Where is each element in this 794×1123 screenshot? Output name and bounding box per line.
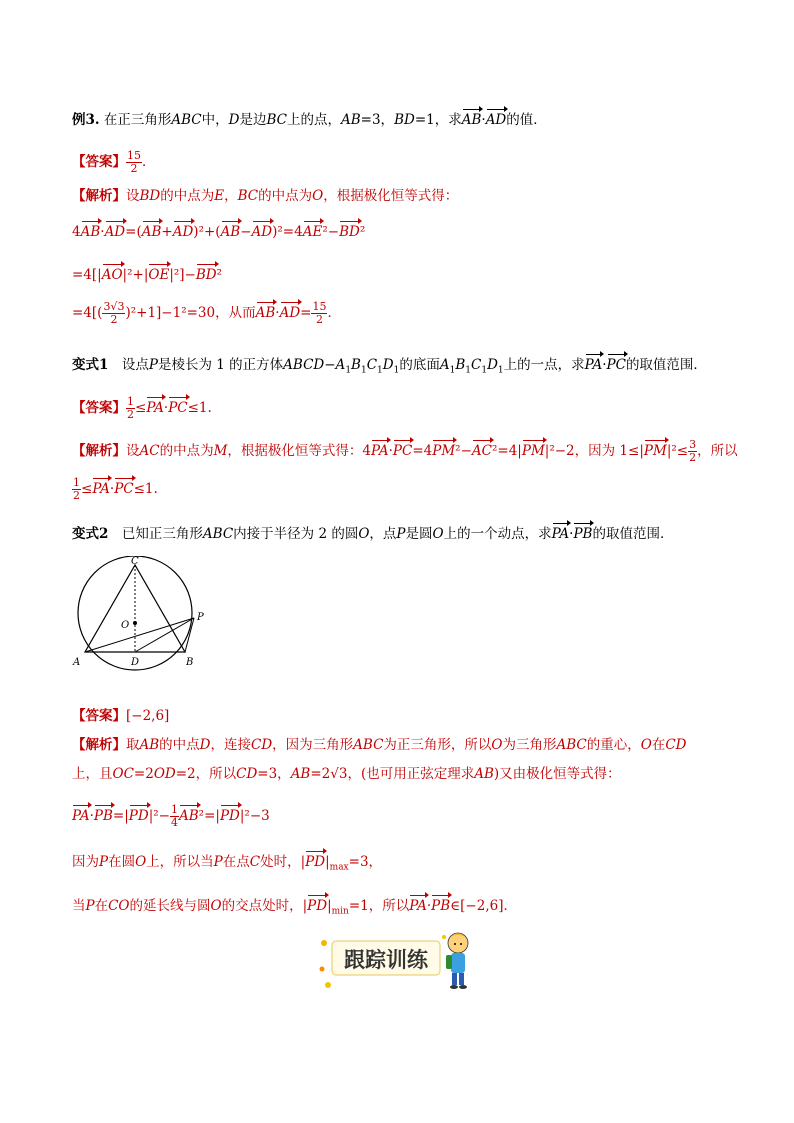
example-3-line-2	[72, 262, 222, 285]
text: 为正三角形，所以	[383, 737, 492, 753]
vector-pc: PC	[393, 438, 412, 458]
label-a: A	[73, 657, 81, 668]
var: D	[228, 112, 240, 128]
text: ²−	[322, 224, 340, 240]
fraction	[311, 301, 327, 326]
sub: 1	[360, 365, 367, 376]
vector-ac: AC	[472, 438, 492, 458]
text: 的取值范围．	[625, 357, 707, 373]
var: P	[85, 898, 95, 914]
var: O	[491, 737, 503, 753]
text: ≤1.	[187, 400, 212, 416]
sub: 1	[377, 365, 383, 376]
vector-pm: PM	[522, 438, 545, 458]
vector-pb: PB	[431, 893, 450, 913]
text: ²=|	[198, 808, 220, 824]
var: B	[351, 357, 361, 373]
example-3-line-3	[72, 300, 341, 326]
vector-ad: AD	[173, 219, 194, 239]
badge-title: 跟踪训练	[344, 948, 428, 972]
var: B	[455, 357, 466, 373]
label-b: B	[186, 657, 194, 668]
text: |²+|	[122, 267, 149, 283]
numerator: 1	[73, 476, 80, 489]
var: C	[366, 357, 378, 373]
var: OD	[153, 766, 176, 782]
text: 在正三角形	[99, 112, 172, 128]
text: 在	[651, 737, 666, 753]
example-label: 例3.	[72, 112, 100, 128]
var: CD	[251, 737, 273, 753]
text: ，根据极化恒等式得：	[323, 188, 459, 204]
var: C	[470, 357, 482, 373]
vector-pa: PA	[92, 476, 110, 496]
dot: ·	[481, 112, 486, 128]
denominator: 2	[73, 489, 80, 502]
label-d: D	[131, 657, 140, 668]
label-o: O	[121, 620, 130, 631]
numerator: 1	[127, 395, 134, 408]
fraction	[72, 477, 81, 502]
text: ，连接	[210, 737, 251, 753]
text: ≤	[135, 400, 147, 416]
vector-ab: AB	[221, 219, 241, 239]
sub: 1	[465, 365, 471, 376]
text: =2，所以	[175, 766, 237, 782]
text: ，根据极化恒等式得：4	[227, 443, 372, 459]
text: |²≤	[666, 443, 689, 459]
text: |²−2，因为 1≤|	[544, 443, 644, 459]
text: ．	[327, 305, 341, 321]
analysis-label: 【解析】	[72, 188, 126, 204]
denominator: 2	[689, 451, 697, 464]
text: 的取值范围．	[592, 526, 674, 542]
text: 内接于半径为 2 的圆	[233, 526, 359, 542]
text: =4	[412, 443, 433, 459]
vector-pd: PD	[129, 803, 149, 823]
dot: ·	[100, 224, 105, 240]
var: AC	[139, 443, 160, 459]
text: =	[300, 305, 312, 321]
text: ²−	[455, 443, 472, 459]
text: |²]−	[169, 267, 196, 283]
text: 当	[72, 898, 86, 914]
vector-pd: PD	[307, 893, 327, 913]
fraction	[102, 301, 125, 326]
sub: 1	[481, 365, 488, 376]
numerator: 1	[170, 803, 178, 816]
vector-pb: PB	[94, 803, 113, 823]
text: ，所以	[697, 443, 738, 459]
text: 上的点，	[286, 112, 341, 128]
fraction	[126, 150, 142, 175]
text: 处时，|	[260, 854, 306, 870]
var: AB	[139, 737, 160, 753]
vector-pa: PA	[552, 521, 570, 541]
var: OC	[112, 766, 134, 782]
var: CD	[236, 766, 258, 782]
variant-2-analysis-5	[72, 893, 517, 922]
label-c: C	[131, 556, 139, 567]
segment-pb	[185, 618, 194, 652]
circle-triangle-figure	[72, 556, 222, 676]
vector-ad: AD	[105, 219, 126, 239]
vector-ad: AD	[486, 107, 507, 127]
numerator: 15	[127, 149, 141, 162]
denominator: 2	[110, 313, 118, 326]
vector-pa: PA	[585, 352, 603, 372]
variant-2-analysis-4	[72, 849, 382, 878]
text: 在圆	[108, 854, 136, 870]
text: )²+(	[193, 224, 221, 240]
vector-ab: AB	[142, 219, 162, 239]
text: 的交点处时，|	[221, 898, 308, 914]
var: D	[199, 737, 211, 753]
variant-1-answer	[72, 395, 212, 421]
var: BD	[394, 112, 415, 128]
text: 的重心，	[586, 737, 641, 753]
text: ²	[359, 224, 366, 240]
text: ，	[224, 188, 238, 204]
text: 的中点为	[160, 188, 215, 204]
var: ABC	[171, 112, 202, 128]
var: ABC	[556, 737, 587, 753]
sub: max	[329, 862, 349, 873]
text: 设点	[108, 357, 149, 373]
text: =2	[133, 766, 154, 782]
vector-ad: AD	[280, 300, 301, 320]
denominator: 2	[315, 313, 323, 326]
text: 的中点	[159, 737, 200, 753]
var: BC	[237, 188, 259, 204]
dot: ·	[388, 443, 393, 459]
text: +	[161, 224, 173, 240]
var: O	[210, 898, 222, 914]
dot: ·	[109, 481, 115, 497]
vector-pa: PA	[72, 803, 90, 823]
sub: 1	[449, 365, 456, 376]
variant-1-analysis	[72, 438, 738, 464]
sub: 1	[497, 365, 504, 376]
text: =3，	[360, 112, 395, 128]
text: =4[(	[72, 305, 103, 321]
variant-1-analysis-cont	[72, 476, 158, 502]
variant-label: 变式1	[72, 357, 109, 373]
analysis-label: 【解析】	[72, 737, 126, 753]
numerator: 3	[689, 438, 697, 451]
sub: 1	[393, 365, 400, 376]
text: 上，所以当	[146, 854, 214, 870]
text: 是圆	[405, 526, 433, 542]
vector-ao: AO	[102, 262, 123, 282]
var: P	[396, 526, 406, 542]
text: =4[|	[72, 267, 102, 283]
text: 是棱长为 1 的正方体	[158, 357, 284, 373]
vector-pa: PA	[409, 893, 427, 913]
var: BC	[266, 112, 287, 128]
var: O	[432, 526, 444, 542]
fraction	[126, 396, 135, 421]
var: AB	[340, 112, 361, 128]
text: |	[327, 898, 332, 914]
text: 的延长线与圆	[129, 898, 211, 914]
text: =2√3，(也可用正弦定理求	[310, 766, 475, 782]
text: =3，	[348, 854, 383, 870]
vector-pc: PC	[168, 395, 187, 415]
text: =1，所以	[348, 898, 410, 914]
vector-pm: PM	[432, 438, 455, 458]
answer-label: 【答案】	[72, 154, 126, 170]
example-3-analysis	[72, 186, 458, 206]
text: |²−3	[239, 808, 270, 824]
var: CD	[665, 737, 687, 753]
var: O	[640, 737, 652, 753]
vector-oe: OE	[148, 262, 169, 282]
vector-bd: BD	[339, 219, 360, 239]
variant-2-problem	[72, 521, 673, 544]
var: D	[487, 357, 498, 373]
text: 上，且	[72, 766, 113, 782]
answer-label: 【答案】	[72, 400, 126, 416]
answer-value: [−2,6]	[126, 708, 170, 724]
text: 取	[126, 737, 140, 753]
vector-ab: AB	[256, 300, 276, 320]
vector-ab: AB	[462, 107, 482, 127]
vector-ae: AE	[303, 219, 323, 239]
var: ABC	[353, 737, 384, 753]
text: 上的一点，求	[503, 357, 585, 373]
section-badge	[318, 929, 478, 995]
var: ABC	[202, 526, 234, 542]
dot: ·	[426, 898, 432, 914]
variant-2-analysis-3	[72, 803, 270, 829]
vector-pa: PA	[371, 438, 389, 458]
variant-2-answer	[72, 706, 169, 726]
denominator: 2	[130, 162, 138, 175]
text: −	[240, 224, 252, 240]
var: AB	[290, 766, 311, 782]
var: CO	[108, 898, 130, 914]
analysis-label: 【解析】	[72, 443, 126, 459]
text: 设	[126, 443, 140, 459]
text: =|	[112, 808, 129, 824]
denominator: 4	[170, 816, 178, 829]
text: 的值．	[506, 112, 547, 128]
text: 在	[94, 898, 109, 914]
text: )又由极化恒等式得：	[493, 766, 621, 782]
label-p: P	[197, 612, 204, 623]
vector-ab: AB	[81, 219, 101, 239]
var: AB	[474, 766, 494, 782]
fraction	[170, 804, 179, 829]
text: |²−	[148, 808, 170, 824]
example-3-answer	[72, 150, 156, 175]
text: 上的一个动点，求	[443, 526, 552, 542]
example-3-problem	[72, 107, 547, 130]
text: 为三角形	[502, 737, 557, 753]
sub: min	[331, 906, 349, 917]
var: BD	[139, 188, 161, 204]
fraction	[688, 439, 697, 464]
text: 在点	[222, 854, 250, 870]
var: A	[439, 357, 450, 373]
text: ∈[−2,6]．	[450, 898, 517, 914]
text: 4	[72, 224, 81, 240]
numerator: 3√3	[103, 300, 125, 313]
dot: ·	[163, 400, 169, 416]
text: 的中点为	[258, 188, 313, 204]
text: |	[325, 854, 330, 870]
vector-pc: PC	[607, 352, 626, 372]
vector-pd: PD	[220, 803, 240, 823]
vector-ab: AB	[179, 803, 199, 823]
variant-1-problem	[72, 352, 707, 381]
example-3-line-1	[72, 219, 365, 242]
var: P	[99, 854, 109, 870]
vector-ad: AD	[252, 219, 273, 239]
segment-pd	[135, 618, 194, 652]
text: 中，	[201, 112, 229, 128]
text: ，因为三角形	[272, 737, 354, 753]
variant-2-analysis	[72, 735, 686, 755]
dot: ·	[275, 305, 280, 321]
text: 的底面	[399, 357, 440, 373]
text: 是边	[239, 112, 267, 128]
var: P	[148, 357, 158, 373]
var: O	[312, 188, 324, 204]
dot: ·	[602, 357, 607, 373]
text: =3，	[257, 766, 291, 782]
point-o	[133, 621, 137, 625]
vector-bd: BD	[196, 262, 217, 282]
answer-label: 【答案】	[72, 708, 126, 724]
var: E	[214, 188, 225, 204]
numerator: 15	[312, 300, 327, 313]
dot: ·	[569, 526, 574, 542]
text: ≤	[81, 481, 93, 497]
text: 的中点为	[159, 443, 214, 459]
var: D	[382, 357, 394, 373]
text: ，点	[369, 526, 397, 542]
text: =1，求	[414, 112, 462, 128]
vector-pd: PD	[305, 849, 325, 869]
vector-pb: PB	[573, 521, 592, 541]
var: M	[213, 443, 228, 459]
var: P	[213, 854, 223, 870]
text: ．	[142, 154, 156, 170]
dot: ·	[89, 808, 94, 824]
vector-pm: PM	[644, 438, 667, 458]
variant-2-analysis-2	[72, 764, 621, 784]
var: C	[249, 854, 261, 870]
vector-pa: PA	[146, 395, 164, 415]
var: O	[358, 526, 370, 542]
text: =(	[125, 224, 142, 240]
text: ≤1.	[133, 481, 158, 497]
text: )²+1]−1²=30，从而	[125, 305, 256, 321]
variant-label: 变式2	[72, 526, 109, 542]
text: ²	[216, 267, 223, 283]
sub: 1	[345, 365, 352, 376]
vector-pc: PC	[114, 476, 133, 496]
var: O	[135, 854, 147, 870]
cartoon-boy-icon	[446, 933, 468, 989]
denominator: 2	[127, 408, 134, 421]
var: ABCD−A	[283, 357, 346, 373]
text: 设	[126, 188, 140, 204]
text: )²=4	[272, 224, 303, 240]
text: ²=4|	[491, 443, 522, 459]
text: 已知正三角形	[108, 526, 203, 542]
text: 因为	[72, 854, 99, 870]
